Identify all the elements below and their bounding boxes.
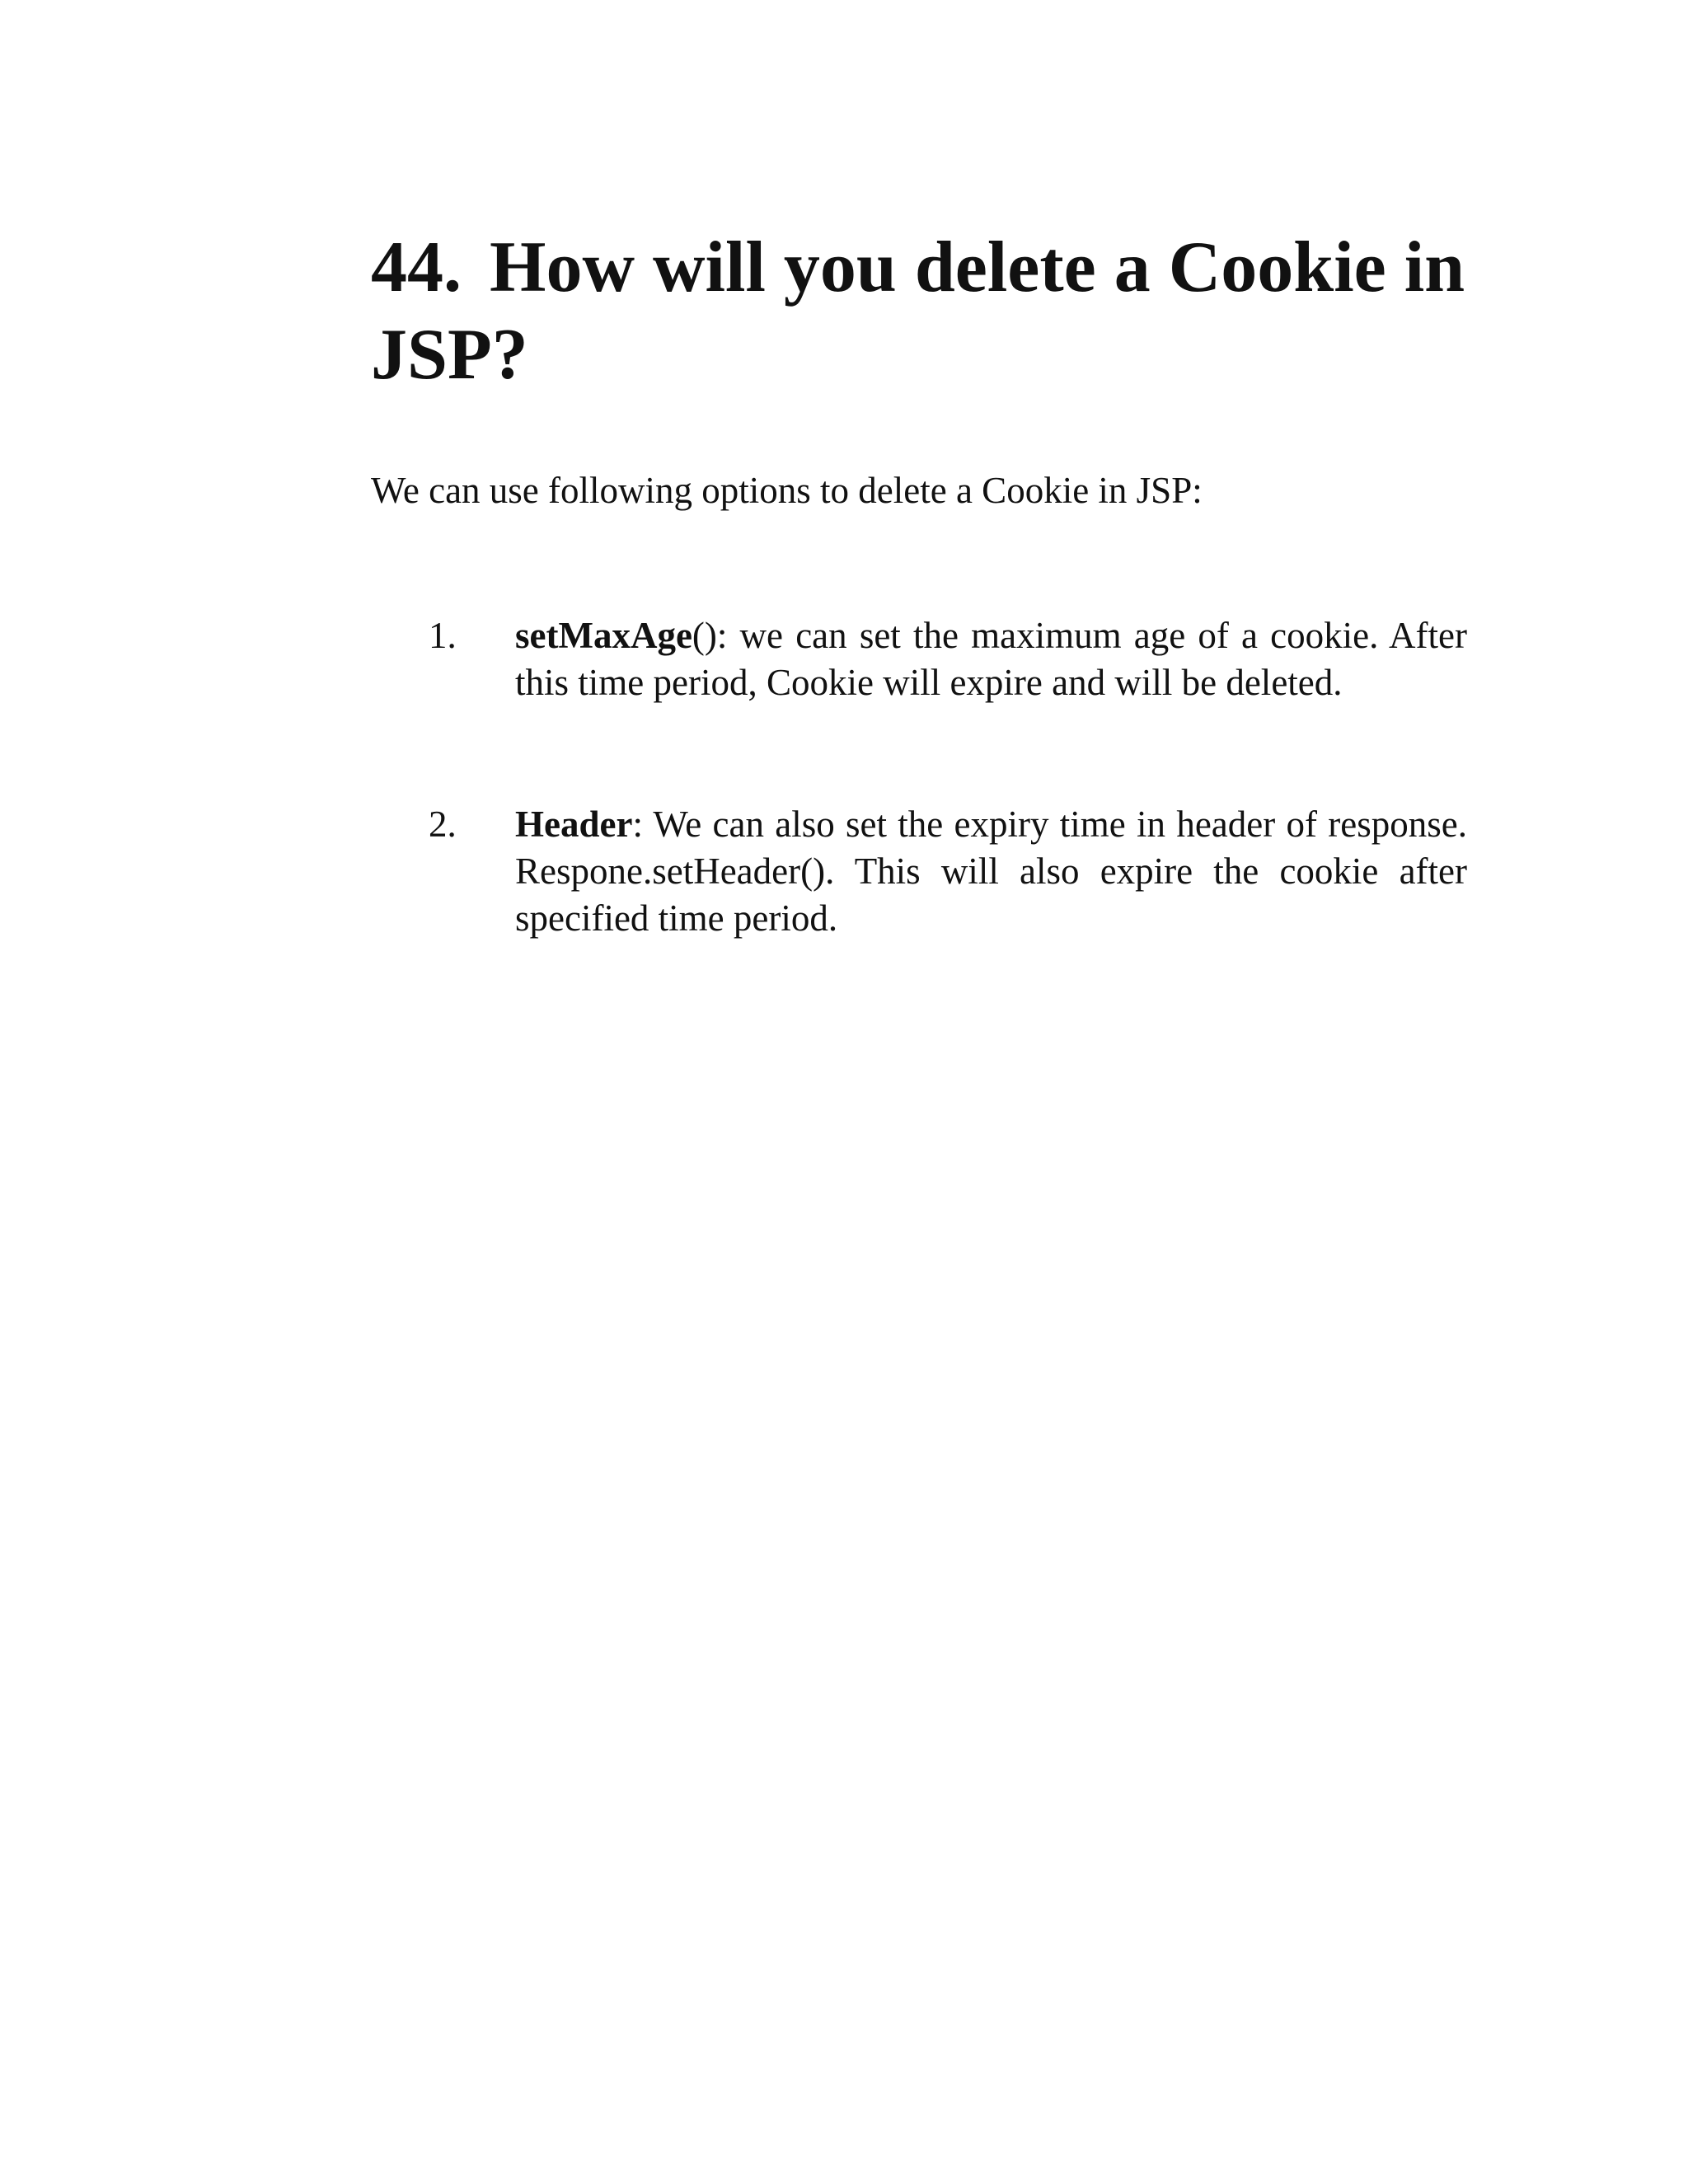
list-item-number: 2.	[429, 804, 457, 845]
intro-paragraph: We can use following options to delete a Cookie in JSP:	[371, 470, 1203, 511]
question-heading	[371, 224, 1525, 399]
list-item-term: Header	[515, 804, 633, 845]
list-item-description: (): we can set the maximum age of a cookie. After this time period, Cookie will expire and will be deleted.	[515, 615, 1467, 703]
list-item-number: 1.	[429, 615, 457, 656]
list-item-description: : We can also set the expiry time in header of response. Respone.setHeader(). This will also expire the cookie after specified time period.	[515, 804, 1467, 939]
question-number: 44.	[371, 227, 462, 307]
list-item-text	[515, 612, 1467, 706]
list-item-term: setMaxAge	[515, 615, 692, 656]
list-item-text	[515, 801, 1467, 942]
question-title: How will you delete a Cookie in JSP?	[371, 227, 1465, 395]
